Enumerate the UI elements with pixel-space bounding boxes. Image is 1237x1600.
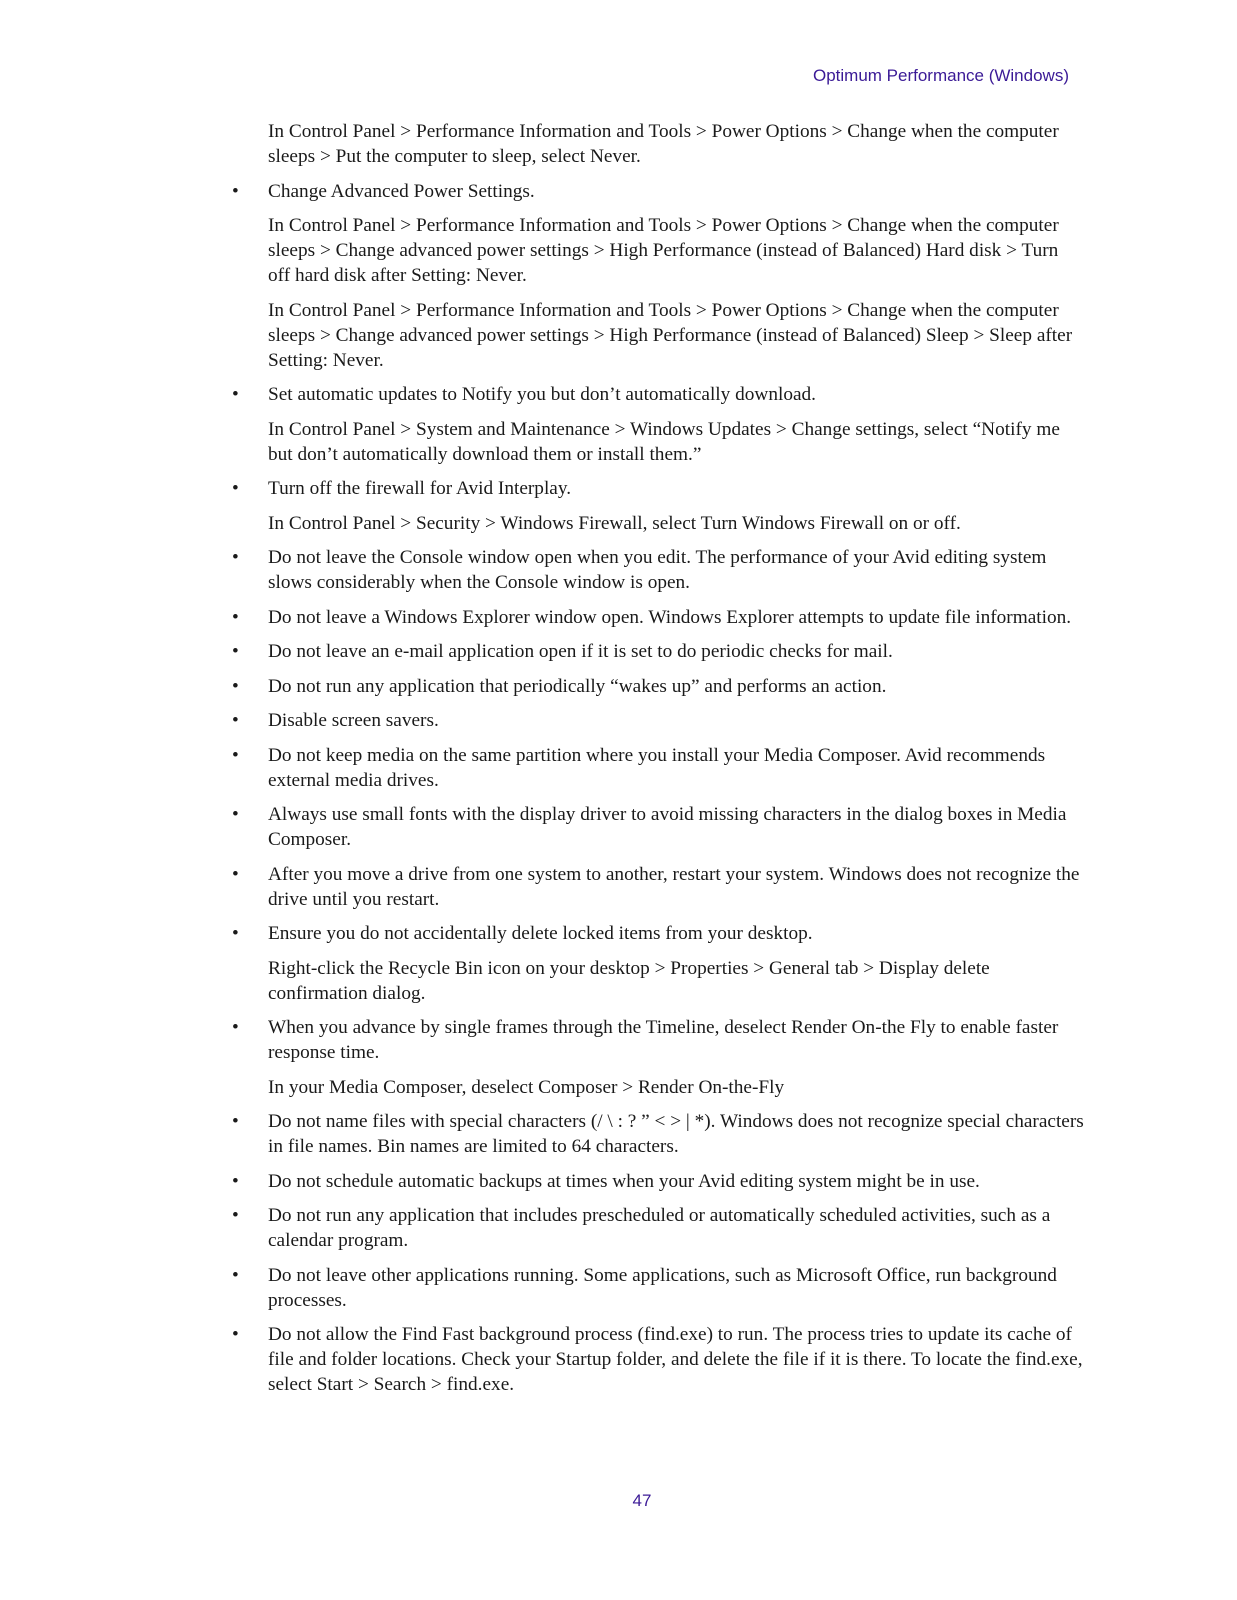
bullet-item [232, 708, 1084, 733]
bullet-text: Do not leave a Windows Explorer window open. Windows Explorer attempts to update file information. [268, 606, 1072, 628]
bullet-icon: • [232, 180, 239, 202]
bullet-item [232, 545, 1084, 595]
bullet-icon: • [232, 641, 239, 662]
bullet-text: Do not name files with special characters (/ \ : ? ” < > | *). Windows does not recognize special characters in file names. Bin names are limited to 64 characters. [268, 1111, 1084, 1157]
bullet-text: Do not run any application that periodically “wakes up” and performs an action. [268, 675, 887, 697]
bullet-item [232, 1263, 1084, 1313]
bullet-item [232, 605, 1084, 630]
bullet-icon: • [232, 1170, 239, 1192]
instruction-paragraph: In Control Panel > Performance Information and Tools > Power Options > Change when the computer sleeps > Put the computer to sleep, select Never. [268, 121, 1059, 167]
bullet-icon: • [232, 384, 239, 405]
bullet-item [232, 1015, 1084, 1065]
bullet-icon: • [232, 478, 239, 499]
running-header-title: Optimum Performance (Windows) [812, 66, 1069, 85]
bullet-item [232, 639, 1084, 664]
bullet-text: Turn off the firewall for Avid Interplay. [268, 478, 572, 499]
bullet-text: Do not leave an e-mail application open if it is set to do periodic checks for mail. [268, 641, 893, 662]
bullet-text: Set automatic updates to Notify you but don’t automatically download. [268, 384, 816, 405]
bullet-icon: • [232, 744, 239, 766]
bullet-item [232, 862, 1084, 912]
page-number: 47 [632, 1491, 652, 1510]
bullet-item [232, 1203, 1084, 1253]
bullet-text: Always use small fonts with the display driver to avoid missing characters in the dialog boxes in Media Composer. [268, 804, 1067, 850]
instruction-paragraph: In Control Panel > Security > Windows Firewall, select Turn Windows Firewall on or off. [268, 512, 961, 534]
bullet-text: Do not schedule automatic backups at times when your Avid editing system might be in use. [268, 1170, 980, 1192]
bullet-icon: • [232, 710, 239, 731]
bullet-item [232, 1169, 1084, 1194]
bullet-icon: • [232, 804, 239, 825]
bullet-item [232, 802, 1084, 852]
instruction-paragraph: Right-click the Recycle Bin icon on your desktop > Properties > General tab > Display delete confirmation dialog. [268, 957, 990, 1004]
page-body [232, 119, 1084, 1407]
bullet-text: When you advance by single frames through the Timeline, deselect Render On-the Fly to enable faster response time. [268, 1017, 1059, 1063]
bullet-icon: • [232, 863, 239, 885]
bullet-item [232, 179, 1084, 204]
bullet-icon: • [232, 675, 239, 697]
bullet-icon: • [232, 1205, 239, 1226]
bullet-text: Ensure you do not accidentally delete locked items from your desktop. [268, 923, 813, 944]
bullet-icon: • [232, 1111, 239, 1132]
bullet-text: Change Advanced Power Settings. [268, 180, 535, 202]
bullet-icon: • [232, 547, 239, 568]
bullet-icon: • [232, 1017, 239, 1038]
bullet-text: Do not run any application that includes prescheduled or automatically scheduled activities, such as a calendar program. [268, 1205, 1051, 1251]
bullet-item [232, 1109, 1084, 1159]
bullet-text: Do not allow the Find Fast background process (find.exe) to run. The process tries to update its cache of file and folder locations. Check your Startup folder, and delete the file if it is there. To locate the find.exe, select Start > Search > find.exe. [268, 1324, 1083, 1395]
bullet-item [232, 1322, 1084, 1397]
instruction-paragraph: In Control Panel > Performance Information and Tools > Power Options > Change when the computer sleeps > Change advanced power settings > High Performance (instead of Balanced) Hard disk > Turn off hard disk after Setting: Never. [268, 215, 1059, 286]
bullet-item [232, 382, 1084, 407]
bullet-text: Do not leave other applications running. Some applications, such as Microsoft Office, run background processes. [268, 1264, 1057, 1311]
instruction-paragraph: In Control Panel > System and Maintenance > Windows Updates > Change settings, select “Notify me but don’t automatically download them or install them.” [268, 418, 1060, 465]
bullet-text: Disable screen savers. [268, 710, 439, 731]
instruction-paragraph: In your Media Composer, deselect Composer > Render On-the-Fly [268, 1076, 785, 1098]
bullet-icon: • [232, 923, 239, 944]
bullet-text: Do not keep media on the same partition where you install your Media Composer. Avid recommends external media drives. [268, 744, 1046, 791]
bullet-text: Do not leave the Console window open when you edit. The performance of your Avid editing system slows considerably when the Console window is open. [268, 547, 1047, 593]
bullet-item [232, 743, 1084, 793]
bullet-item [232, 476, 1084, 501]
bullet-item [232, 921, 1084, 946]
bullet-item [232, 674, 1084, 699]
bullet-icon: • [232, 1264, 239, 1286]
bullet-icon: • [232, 1324, 239, 1345]
bullet-icon: • [232, 606, 239, 628]
instruction-paragraph: In Control Panel > Performance Information and Tools > Power Options > Change when the computer sleeps > Change advanced power settings > High Performance (instead of Balanced) Sleep > Sleep after Setting: Never. [268, 299, 1073, 371]
bullet-text: After you move a drive from one system to another, restart your system. Windows does not recognize the drive until you restart. [268, 863, 1080, 910]
